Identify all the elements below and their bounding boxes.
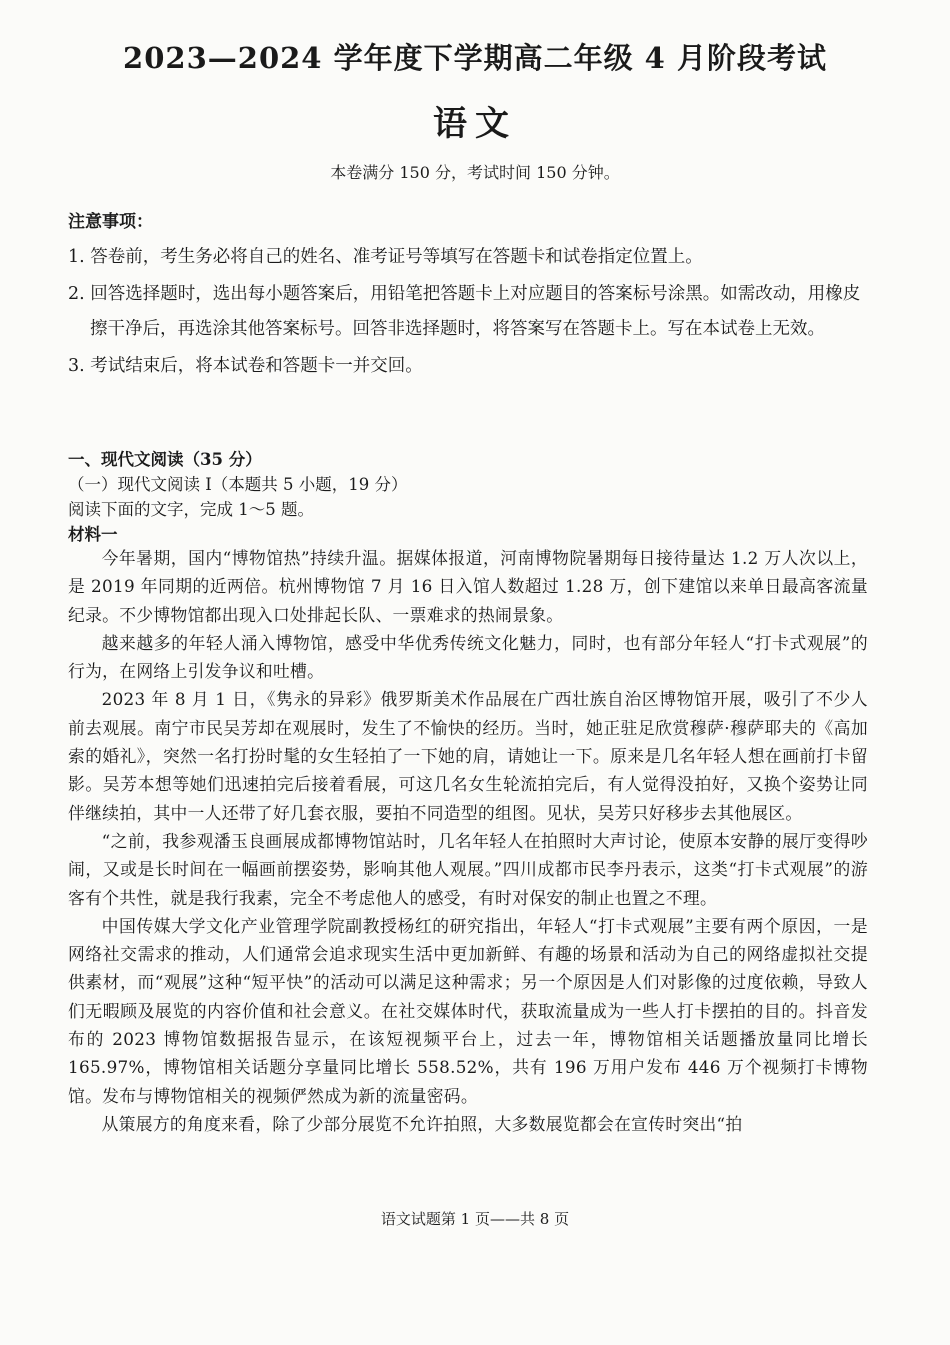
- article-paragraph: 中国传媒大学文化产业管理学院副教授杨红的研究指出，年轻人“打卡式观展”主要有两个原因，一是网络社交需求的推动，人们通常会追求现实生活中更加新鲜、有趣的场景和活动为自己的网络虚拟社交提供素材，而“观展”这种“短平快”的活动可以满足这种需求；另一个原因是人们对影像的过度依赖，导致人们无暇顾及展览的内容价值和社会意义。在社交媒体时代，获取流量成为一些人打卡摆拍的目的。抖音发布的 2023 博物馆数据报告显示，在该短视频平台上，过去一年，博物馆相关话题播放量同比增长 165.97%，博物馆相关话题分享量同比增长 558.52%，共有 196 万用户发布 446 万个视频打卡博物馆。发布与博物馆相关的视频俨然成为新的流量密码。: [68, 915, 868, 1106]
- article-paragraph: 越来越多的年轻人涌入博物馆，感受中华优秀传统文化魅力，同时，也有部分年轻人“打卡式观展”的行为，在网络上引发争议和吐槽。: [68, 632, 868, 682]
- notice-title: 注意事项：: [68, 212, 153, 232]
- page-footer: 语文试题第 1 页——共 8 页: [380, 1210, 570, 1228]
- article-paragraph: 今年暑期，国内“博物馆热”持续升温。据媒体报道，河南博物院暑期每日接待量达 1.2 万人次以上，是 2019 年同期的近两倍。杭州博物馆 7 月 16 日入馆人数超过 1.28 万，创下建馆以来单日最高客流量纪录。不少博物馆都出现入口处排起长队、一票难求的热闹景象。: [68, 548, 868, 625]
- article-paragraph: 从策展方的角度来看，除了少部分展览不允许拍照，大多数展览都会在宣传时突出“拍: [101, 1113, 743, 1134]
- section-instruction: 阅读下面的文字，完成 1～5 题。: [68, 500, 314, 519]
- section-subheading: （一）现代文阅读 I（本题共 5 小题，19 分）: [68, 475, 408, 494]
- notice-item: 3. 考试结束后，将本试卷和答题卡一并交回。: [68, 356, 423, 376]
- article-paragraph: “之前，我参观潘玉良画展成都博物馆站时，几名年轻人在拍照时大声讨论，使原本安静的展厅变得吵闹，又或是长时间在一幅画前摆姿势，影响其他人观展。”四川成都市民李丹表示，这类“打卡式观展”的游客有个共性，就是我行我素，完全不考虑他人的感受，有时对保安的制止也置之不理。: [68, 830, 868, 908]
- notice-list: [68, 240, 868, 386]
- section-heading: 一、现代文阅读（35 分）: [68, 450, 262, 469]
- exam-info: 本卷满分 150 分，考试时间 150 分钟。: [330, 163, 620, 182]
- article-paragraph: 2023 年 8 月 1 日，《隽永的异彩》俄罗斯美术作品展在广西壮族自治区博物馆开展，吸引了不少人前去观展。南宁市民吴芳却在观展时，发生了不愉快的经历。当时，她正驻足欣赏穆萨·穆萨耶夫的《高加索的婚礼》，突然一名打扮时髦的女生轻拍了一下她的肩，请她让一下。原来是几名年轻人想在画前打卡留影。吴芳本想等她们迅速拍完后接着看展，可这几名女生轮流拍完后，有人觉得没拍好，又换个姿势让同伴继续拍，其中一人还带了好几套衣服，要拍不同造型的组图。见状，吴芳只好移步去其他展区。: [68, 689, 868, 823]
- material-label: 材料一: [68, 525, 118, 544]
- notice-item: 2. 回答选择题时，选出每小题答案后，用铅笔把答题卡上对应题目的答案标号涂黑。如需改动，用橡皮擦干净后，再选涂其他答案标号。回答非选择题时，将答案写在答题卡上。写在本试卷上无效。: [68, 284, 861, 339]
- notice-item: 1. 答卷前，考生务必将自己的姓名、准考证号等填写在答题卡和试卷指定位置上。: [68, 247, 703, 267]
- subject-title: 语文: [433, 104, 517, 144]
- article-body: [68, 544, 868, 1138]
- reading-section: [68, 447, 888, 547]
- exam-title: 2023—2024 学年度下学期高二年级 4 月阶段考试: [123, 41, 827, 75]
